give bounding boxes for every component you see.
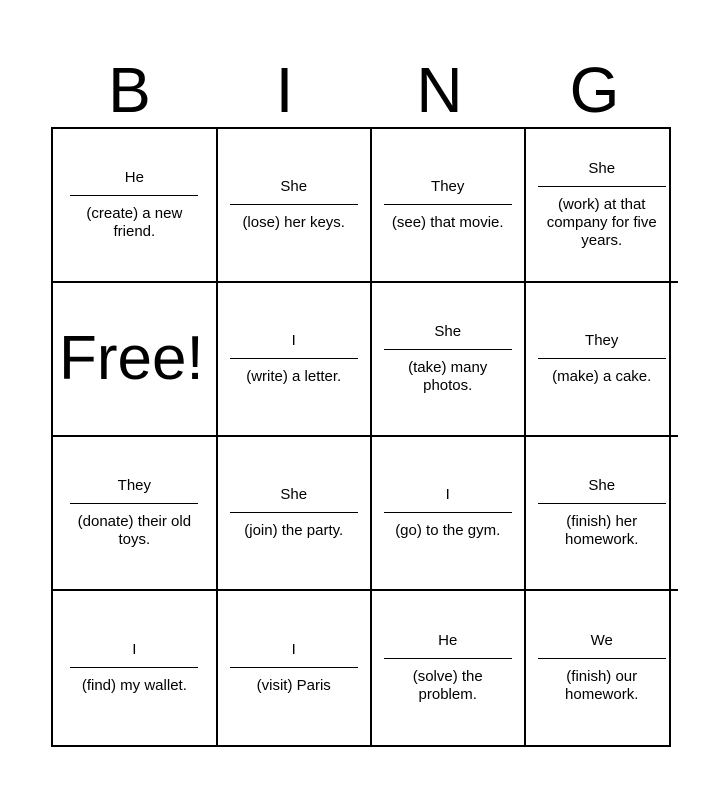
header-letter-i: I xyxy=(275,54,294,126)
cell-phrase: (create) a new friend. xyxy=(86,205,183,240)
bingo-cell[interactable] xyxy=(372,283,526,437)
cell-subject: I xyxy=(291,332,296,349)
answer-blank-line xyxy=(230,358,358,359)
header-letter-g: G xyxy=(569,54,620,126)
bingo-cell[interactable] xyxy=(218,591,372,745)
header-letter-b: B xyxy=(108,54,151,126)
answer-blank-line xyxy=(384,658,512,659)
bingo-cell[interactable] xyxy=(372,591,526,745)
cell-phrase: (take) many photos. xyxy=(408,359,488,394)
answer-blank-line xyxy=(384,204,512,205)
bingo-cell[interactable] xyxy=(53,591,218,745)
free-space-cell[interactable] xyxy=(53,283,218,437)
bingo-cell[interactable] xyxy=(53,437,218,591)
answer-blank-line xyxy=(384,349,512,350)
bingo-cell[interactable] xyxy=(218,129,372,283)
cell-subject: He xyxy=(438,632,458,649)
cell-subject: I xyxy=(445,486,450,503)
cell-subject: They xyxy=(585,332,619,349)
bingo-cell[interactable] xyxy=(53,129,218,283)
answer-blank-line xyxy=(538,358,666,359)
cell-phrase: (see) that movie. xyxy=(391,214,504,231)
bingo-cell[interactable] xyxy=(526,129,678,283)
cell-subject: I xyxy=(291,641,296,658)
bingo-cell[interactable] xyxy=(526,283,678,437)
answer-blank-line xyxy=(230,512,358,513)
answer-blank-line xyxy=(230,667,358,668)
answer-blank-line xyxy=(538,658,666,659)
cell-subject: I xyxy=(132,641,137,658)
answer-blank-line xyxy=(70,195,198,196)
answer-blank-line xyxy=(384,512,512,513)
cell-subject: She xyxy=(280,178,308,195)
bingo-cell[interactable] xyxy=(372,129,526,283)
cell-phrase: (make) a cake. xyxy=(552,368,652,385)
cell-phrase: (finish) our homework. xyxy=(565,668,639,703)
cell-subject: They xyxy=(117,477,152,494)
answer-blank-line xyxy=(70,667,198,668)
header-letter-n: N xyxy=(416,54,463,126)
cell-phrase: (solve) the problem. xyxy=(412,668,483,703)
bingo-header xyxy=(52,52,672,128)
answer-blank-line xyxy=(538,503,666,504)
bingo-cell[interactable] xyxy=(372,437,526,591)
cell-subject: He xyxy=(124,169,144,186)
answer-blank-line xyxy=(538,186,666,187)
cell-subject: She xyxy=(434,323,462,340)
cell-subject: They xyxy=(431,178,465,195)
cell-subject: She xyxy=(588,477,616,494)
bingo-cell[interactable] xyxy=(218,437,372,591)
cell-phrase: (finish) her homework. xyxy=(565,513,639,548)
cell-phrase: (lose) her keys. xyxy=(242,214,345,231)
cell-phrase: (donate) their old toys. xyxy=(77,513,192,548)
free-space-label: Free! xyxy=(59,324,204,393)
cell-phrase: (go) to the gym. xyxy=(395,522,501,539)
answer-blank-line xyxy=(230,204,358,205)
cell-phrase: (write) a letter. xyxy=(246,368,342,385)
cell-phrase: (join) the party. xyxy=(244,522,344,539)
bingo-cell[interactable] xyxy=(526,437,678,591)
cell-phrase: (work) at that company for five years. xyxy=(546,196,657,249)
answer-blank-line xyxy=(70,503,198,504)
cell-phrase: (visit) Paris xyxy=(256,677,331,694)
bingo-cell[interactable] xyxy=(526,591,678,745)
cell-subject: She xyxy=(588,160,616,177)
cell-subject: We xyxy=(590,632,613,649)
bingo-board xyxy=(51,127,671,747)
cell-subject: She xyxy=(280,486,308,503)
cell-phrase: (find) my wallet. xyxy=(81,677,187,694)
bingo-cell[interactable] xyxy=(218,283,372,437)
